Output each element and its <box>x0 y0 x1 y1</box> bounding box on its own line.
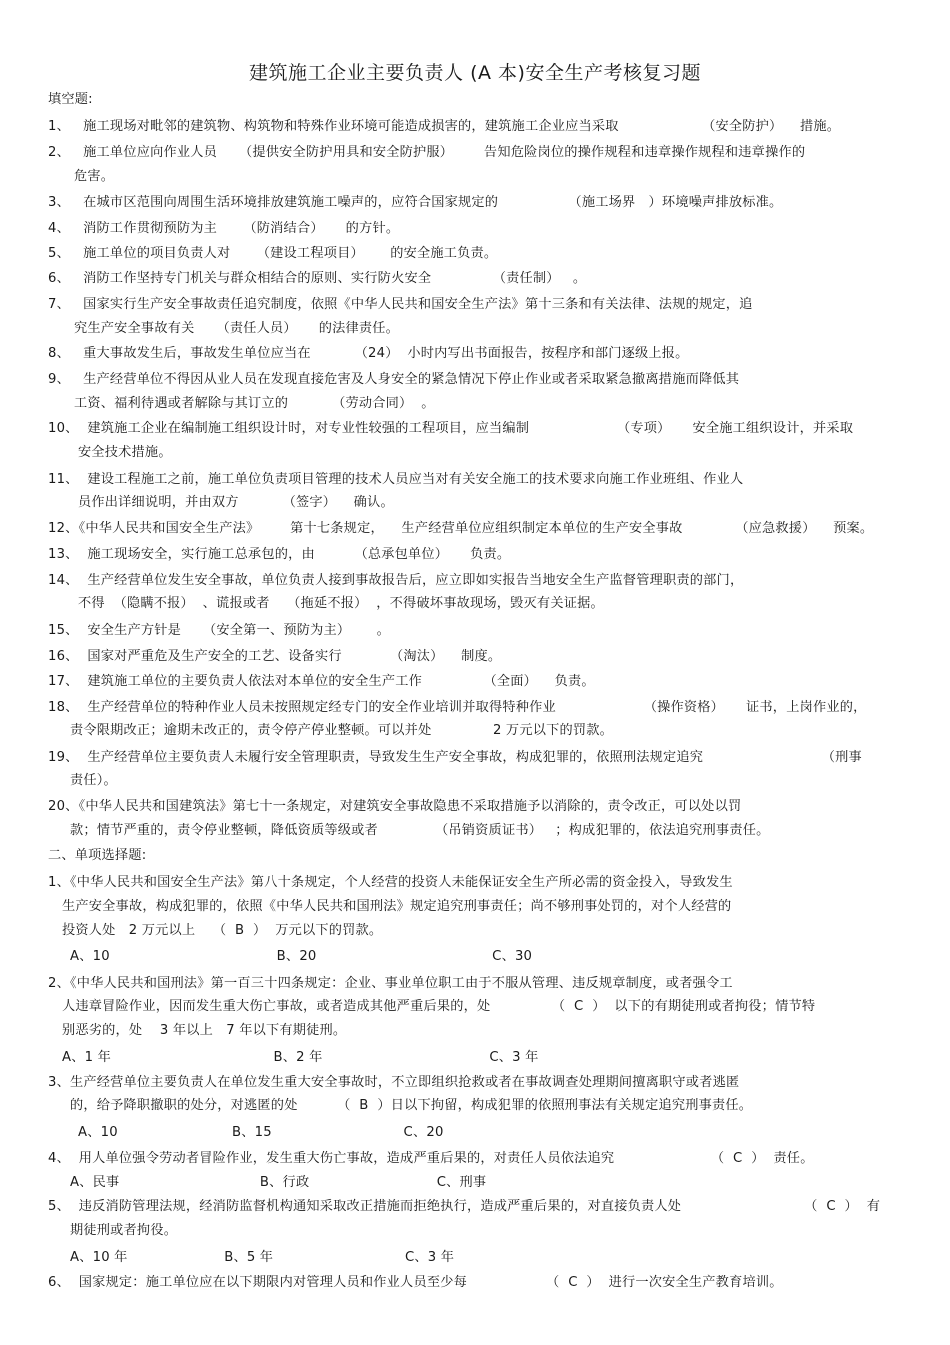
text-line: 二、单项选择题: <box>48 848 147 863</box>
text-line: 2、 施工单位应向作业人员 （提供安全防护用具和安全防护服） 告知危险岗位的操作规程和违章操作规程和违章操作的 <box>48 145 806 160</box>
text-line: 生产安全事故，构成犯罪的，依照《中华人民共和国刑法》规定追究刑事责任；尚不够刑事处罚的，对个人经营的 <box>62 899 732 914</box>
text-line: 13、 施工现场安全，实行施工总承包的，由 （总承包单位） 负责。 <box>48 547 511 562</box>
text-line: 6、 消防工作坚持专门机关与群众相结合的原则、实行防火安全 （责任制） 。 <box>48 271 587 286</box>
text-line: 的，给予降职撤职的处分，对逃匿的处 （ B ）日以下拘留，构成犯罪的依照刑事法有关规定追究刑事责任。 <box>70 1098 753 1113</box>
text-line: 15、 安全生产方针是 （安全第一、预防为主） 。 <box>48 623 391 638</box>
text-line: A、10 B、20 C、30 <box>70 949 533 964</box>
document-title: 建筑施工企业主要负责人 (A 本)安全生产考核复习题 <box>249 62 701 84</box>
text-line: 14、 生产经营单位发生安全事故，单位负责人接到事故报告后，应立即如实报告当地安全生产监督管理职责的部门， <box>48 573 744 588</box>
text-line: 5、 违反消防管理法规，经消防监督机构通知采取改正措施而拒绝执行，造成严重后果的，对直接负责人处 （ C ） 有 <box>48 1199 881 1214</box>
text-line: 20、《中华人民共和国建筑法》第七十一条规定，对建筑安全事故隐患不采取措施予以消除的，责令改正，可以处以罚 <box>48 799 742 814</box>
text-line: 填空题: <box>48 92 93 107</box>
text-line: 投资人处 2 万元以上 （ B ） 万元以下的罚款。 <box>62 923 383 938</box>
text-line: 9、 生产经营单位不得因从业人员在发现直接危害及人身安全的紧急情况下停止作业或者采取紧急撤离措施而降低其 <box>48 372 740 387</box>
text-line: 人违章冒险作业，因而发生重大伤亡事故，或者造成其他严重后果的，处 （ C ） 以下的有期徒刑或者拘役；情节特 <box>62 999 816 1014</box>
text-line: 12、《中华人民共和国安全生产法》 第十七条规定， 生产经营单位应组织制定本单位的生产安全事故 （应急救援） 预案。 <box>48 521 874 536</box>
text-line: 7、 国家实行生产安全事故责任追究制度，依照《中华人民共和国安全生产法》第十三条和有关法律、法规的规定，追 <box>48 297 753 312</box>
text-line: 别恶劣的，处 3 年以上 7 年以下有期徒刑。 <box>62 1023 347 1038</box>
text-line: A、民事 B、行政 C、刑事 <box>70 1175 487 1190</box>
text-line: 责令限期改正；逾期未改正的，责令停产停业整顿。可以并处 2 万元以下的罚款。 <box>70 723 614 738</box>
text-line: 安全技术措施。 <box>78 445 172 460</box>
text-line: 责任）。 <box>70 773 117 788</box>
text-line: 究生产安全事故有关 （责任人员） 的法律责任。 <box>74 321 400 336</box>
text-line: 期徒刑或者拘役。 <box>70 1223 178 1238</box>
text-line: 工资、福利待遇或者解除与其订立的 （劳动合同） 。 <box>74 396 435 411</box>
text-line: 10、 建筑施工企业在编制施工组织设计时，对专业性较强的工程项目，应当编制 （专项） 安全施工组织设计，并采取 <box>48 421 854 436</box>
text-line: 款；情节严重的，责令停业整顿，降低资质等级或者 （吊销资质证书） ；构成犯罪的，依法追究刑事责任。 <box>70 823 770 838</box>
text-line: 4、 消防工作贯彻预防为主 （防消结合） 的方针。 <box>48 221 400 236</box>
text-line: 19、 生产经营单位主要负责人未履行安全管理职责，导致发生生产安全事故，构成犯罪的，依照刑法规定追究 （刑事 <box>48 750 862 765</box>
text-line: 11、 建设工程施工之前，施工单位负责项目管理的技术人员应当对有关安全施工的技术要求向施工作业班组、作业人 <box>48 472 744 487</box>
text-line: 8、 重大事故发生后，事故发生单位应当在 （24） 小时内写出书面报告，按程序和部门逐级上报。 <box>48 346 689 361</box>
text-line: A、10 年 B、5 年 C、3 年 <box>70 1250 455 1265</box>
text-line: 5、 施工单位的项目负责人对 （建设工程项目） 的安全施工负责。 <box>48 246 498 261</box>
text-line: 1、《中华人民共和国安全生产法》第八十条规定，个人经营的投资人未能保证安全生产所必需的资金投入，导致发生 <box>48 875 733 890</box>
text-line: 危害。 <box>74 169 115 184</box>
text-line: 2、《中华人民共和国刑法》第一百三十四条规定：企业、事业单位职工由于不服从管理、违反规章制度，或者强令工 <box>48 976 733 991</box>
text-line: 18、 生产经营单位的特种作业人员未按照规定经专门的安全作业培训并取得特种作业 （操作资格） 证书，上岗作业的， <box>48 700 867 715</box>
text-line: 不得 （隐瞒不报） 、谎报或者 （拖延不报） ，不得破坏事故现场，毁灭有关证据。 <box>78 596 604 611</box>
text-line: 6、 国家规定：施工单位应在以下期限内对管理人员和作业人员至少每 （ C ） 进行一次安全生产教育培训。 <box>48 1275 783 1290</box>
text-line: 17、 建筑施工单位的主要负责人依法对本单位的安全生产工作 （全面） 负责。 <box>48 674 595 689</box>
text-line: 3、生产经营单位主要负责人在单位发生重大安全事故时，不立即组织抢救或者在事故调查处理期间擅离职守或者逃匿 <box>48 1075 740 1090</box>
text-line: 员作出详细说明，并由双方 （签字） 确认。 <box>78 495 394 510</box>
text-line: 16、 国家对严重危及生产安全的工艺、设备实行 （淘汰） 制度。 <box>48 649 502 664</box>
text-line: A、10 B、15 C、20 <box>78 1125 444 1140</box>
text-line: 4、 用人单位强令劳动者冒险作业，发生重大伤亡事故，造成严重后果的，对责任人员依法追究 （ C ） 责任。 <box>48 1151 814 1166</box>
text-line: A、1 年 B、2 年 C、3 年 <box>62 1050 539 1065</box>
text-line: 1、 施工现场对毗邻的建筑物、构筑物和特殊作业环境可能造成损害的，建筑施工企业应当采取 （安全防护） 措施。 <box>48 119 841 134</box>
text-line: 3、 在城市区范围向周围生活环境排放建筑施工噪声的，应符合国家规定的 （施工场界 ）环境噪声排放标准。 <box>48 195 783 210</box>
